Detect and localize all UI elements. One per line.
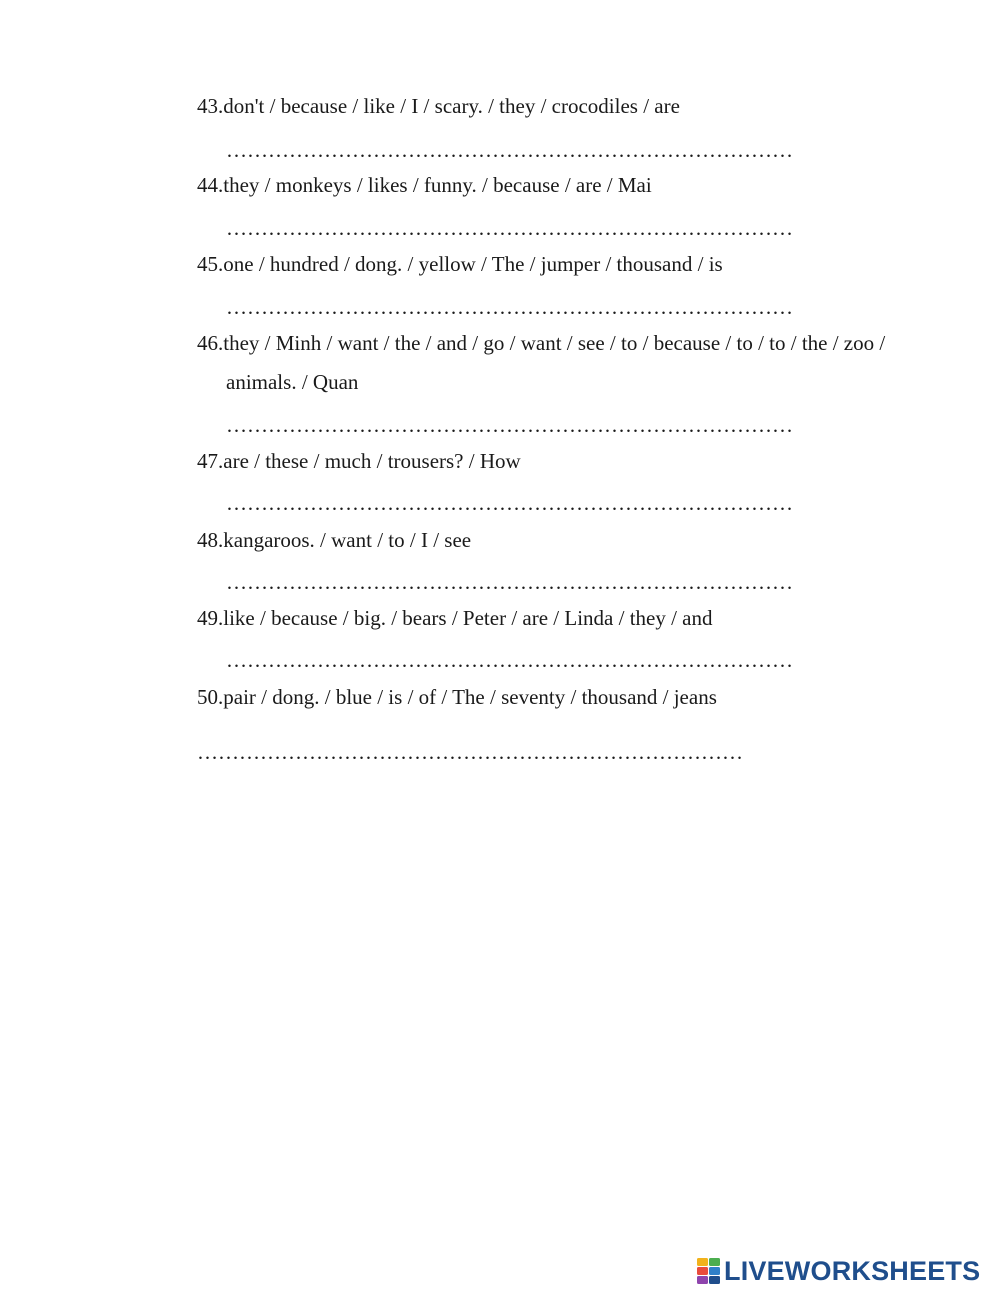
question-text: they / Minh / want / the / and / go / want / see / to / because / to / to / the / zoo /	[223, 331, 886, 355]
question-text: they / monkeys / likes / funny. / because / are / Mai	[223, 173, 652, 197]
question-46	[197, 331, 885, 355]
question-44	[197, 173, 652, 197]
question-46-continuation: animals. / Quan	[226, 370, 359, 394]
question-text: kangaroos. / want / to / I / see	[223, 528, 472, 552]
question-50	[197, 685, 717, 709]
question-number: 49.	[197, 606, 224, 630]
question-number: 47.	[197, 449, 224, 473]
answer-line-43[interactable]: ………………………………………………………………………	[226, 138, 793, 162]
question-number: 46.	[197, 331, 224, 355]
brand-name: LIVEWORKSHEETS	[724, 1255, 981, 1286]
question-43	[197, 94, 680, 118]
question-number: 50.	[197, 685, 224, 709]
answer-line-48[interactable]: ………………………………………………………………………	[226, 570, 793, 594]
liveworksheets-brand	[697, 1256, 980, 1286]
question-text: are / these / much / trousers? / How	[223, 449, 521, 473]
answer-line-50[interactable]: ……………………………………………………………………	[197, 740, 743, 764]
question-number: 48.	[197, 528, 224, 552]
question-45	[197, 252, 723, 276]
question-text: one / hundred / dong. / yellow / The / jumper / thousand / is	[223, 252, 723, 276]
liveworksheets-logo-icon	[697, 1258, 721, 1284]
question-text: like / because / big. / bears / Peter / are / Linda / they / and	[223, 606, 713, 630]
question-49	[197, 606, 713, 630]
question-text: don't / because / like / I / scary. / they / crocodiles / are	[223, 94, 680, 118]
question-number: 44.	[197, 173, 224, 197]
question-48	[197, 528, 471, 552]
answer-line-44[interactable]: ………………………………………………………………………	[226, 216, 793, 240]
answer-line-47[interactable]: ………………………………………………………………………	[226, 491, 793, 515]
question-number: 43.	[197, 94, 224, 118]
question-47	[197, 449, 521, 473]
answer-line-46[interactable]: ………………………………………………………………………	[226, 413, 793, 437]
answer-line-45[interactable]: ………………………………………………………………………	[226, 295, 793, 319]
answer-line-49[interactable]: ………………………………………………………………………	[226, 648, 793, 672]
question-number: 45.	[197, 252, 224, 276]
question-text: pair / dong. / blue / is / of / The / seventy / thousand / jeans	[223, 685, 717, 709]
